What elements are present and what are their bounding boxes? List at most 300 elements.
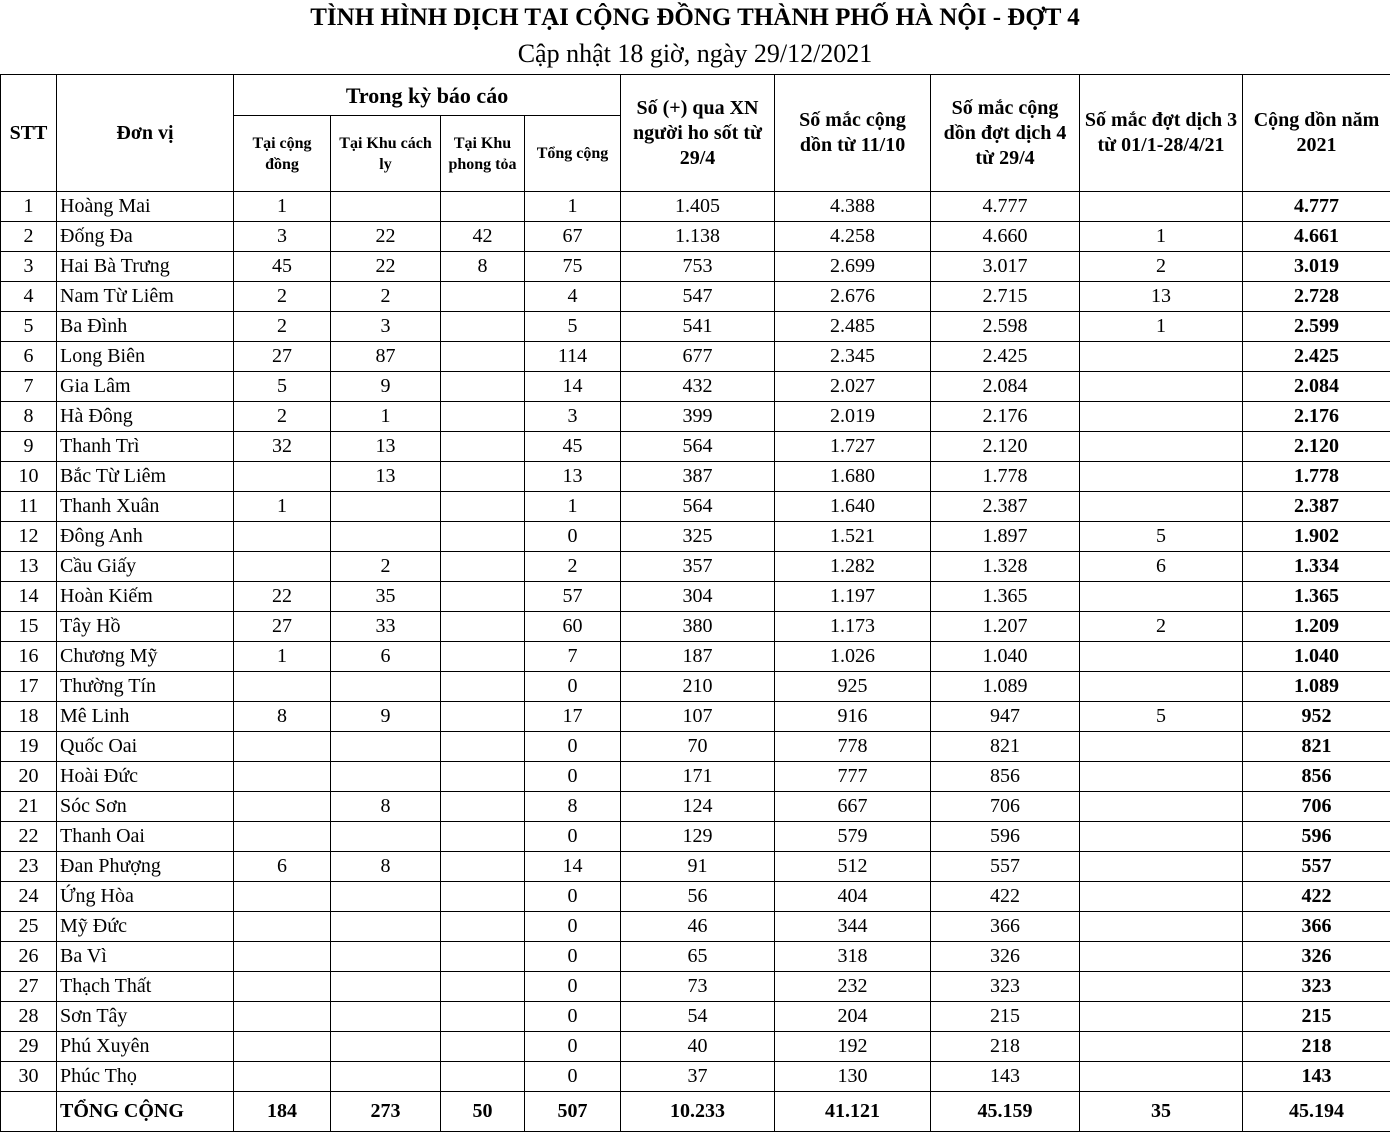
cell-don-vi: Thanh Trì xyxy=(57,432,234,462)
total-cell xyxy=(1,1092,57,1132)
table-row xyxy=(1,312,1390,342)
cell-tong-cong: 5 xyxy=(525,312,621,342)
cell-tai-khu-phong-toa xyxy=(441,462,525,492)
cell-tai-khu-phong-toa xyxy=(441,312,525,342)
cell-tai-khu-cach-ly: 6 xyxy=(331,642,441,672)
cell-tong-cong: 14 xyxy=(525,852,621,882)
cell-tai-khu-cach-ly: 87 xyxy=(331,342,441,372)
cell-tong-cong: 57 xyxy=(525,582,621,612)
cell-tong-cong: 13 xyxy=(525,462,621,492)
cell-tai-khu-cach-ly xyxy=(331,942,441,972)
cell-so-mac-dot3 xyxy=(1080,642,1243,672)
cell-tai-khu-cach-ly xyxy=(331,1032,441,1062)
cell-don-vi: Sóc Sơn xyxy=(57,792,234,822)
cell-tai-cong-dong: 6 xyxy=(234,852,331,882)
cell-tai-khu-cach-ly: 33 xyxy=(331,612,441,642)
cell-tong-cong: 0 xyxy=(525,942,621,972)
cell-tai-cong-dong: 3 xyxy=(234,222,331,252)
cell-tai-khu-phong-toa xyxy=(441,1062,525,1092)
cell-so-mac-cong-don: 2.345 xyxy=(775,342,931,372)
cell-cong-don-nam: 2.728 xyxy=(1243,282,1390,312)
cell-so-xn: 564 xyxy=(621,432,775,462)
total-cell: 273 xyxy=(331,1092,441,1132)
cell-so-mac-dot3: 13 xyxy=(1080,282,1243,312)
cell-so-mac-dot4: 2.120 xyxy=(931,432,1080,462)
cell-so-mac-dot3 xyxy=(1080,732,1243,762)
cell-stt: 2 xyxy=(1,222,57,252)
cell-tong-cong: 114 xyxy=(525,342,621,372)
cell-so-xn: 91 xyxy=(621,852,775,882)
header-tai-khu-cach-ly: Tại Khu cách ly xyxy=(331,116,441,192)
cell-so-mac-dot3 xyxy=(1080,762,1243,792)
cell-tai-khu-phong-toa xyxy=(441,492,525,522)
header-group-report-period: Trong kỳ báo cáo xyxy=(234,75,621,116)
table-row xyxy=(1,252,1390,282)
cell-so-mac-cong-don: 2.027 xyxy=(775,372,931,402)
cell-cong-don-nam: 596 xyxy=(1243,822,1390,852)
cell-stt: 29 xyxy=(1,1032,57,1062)
cell-tai-khu-phong-toa xyxy=(441,732,525,762)
cell-tai-khu-phong-toa xyxy=(441,432,525,462)
cell-tong-cong: 0 xyxy=(525,822,621,852)
cell-so-mac-dot4: 366 xyxy=(931,912,1080,942)
cell-so-xn: 171 xyxy=(621,762,775,792)
cell-stt: 1 xyxy=(1,192,57,222)
cell-tai-khu-phong-toa xyxy=(441,1002,525,1032)
cell-tai-khu-phong-toa xyxy=(441,582,525,612)
cell-so-xn: 65 xyxy=(621,942,775,972)
cell-tong-cong: 0 xyxy=(525,522,621,552)
header-so-mac-cong-don: Số mắc cộng dồn từ 11/10 xyxy=(775,75,931,192)
cell-tai-cong-dong: 27 xyxy=(234,342,331,372)
cell-don-vi: Sơn Tây xyxy=(57,1002,234,1032)
cell-cong-don-nam: 821 xyxy=(1243,732,1390,762)
cell-so-xn: 399 xyxy=(621,402,775,432)
cell-tong-cong: 67 xyxy=(525,222,621,252)
cell-so-mac-cong-don: 512 xyxy=(775,852,931,882)
total-label: TỔNG CỘNG xyxy=(57,1092,234,1132)
cell-tai-khu-phong-toa: 8 xyxy=(441,252,525,282)
cell-so-mac-dot4: 706 xyxy=(931,792,1080,822)
cell-tai-cong-dong: 2 xyxy=(234,282,331,312)
cell-so-mac-cong-don: 1.197 xyxy=(775,582,931,612)
cell-so-mac-cong-don: 1.640 xyxy=(775,492,931,522)
cell-tai-khu-phong-toa xyxy=(441,642,525,672)
cell-so-mac-dot4: 323 xyxy=(931,972,1080,1002)
cell-don-vi: Thanh Xuân xyxy=(57,492,234,522)
table-row xyxy=(1,432,1390,462)
cell-tai-khu-cach-ly: 8 xyxy=(331,852,441,882)
cell-cong-don-nam: 1.778 xyxy=(1243,462,1390,492)
header-so-mac-dot3: Số mắc đợt dịch 3 từ 01/1-28/4/21 xyxy=(1080,75,1243,192)
table-row xyxy=(1,582,1390,612)
cell-so-xn: 677 xyxy=(621,342,775,372)
cell-so-mac-dot3 xyxy=(1080,852,1243,882)
cell-stt: 13 xyxy=(1,552,57,582)
table-row xyxy=(1,912,1390,942)
cell-so-mac-dot3 xyxy=(1080,822,1243,852)
cell-tai-cong-dong: 22 xyxy=(234,582,331,612)
cell-tai-cong-dong: 45 xyxy=(234,252,331,282)
cell-so-mac-dot3: 5 xyxy=(1080,522,1243,552)
cell-tong-cong: 0 xyxy=(525,882,621,912)
cell-so-mac-dot4: 215 xyxy=(931,1002,1080,1032)
cell-don-vi: Phú Xuyên xyxy=(57,1032,234,1062)
table-row xyxy=(1,762,1390,792)
total-cell: 507 xyxy=(525,1092,621,1132)
cell-don-vi: Bắc Từ Liêm xyxy=(57,462,234,492)
cell-tai-khu-cach-ly xyxy=(331,882,441,912)
cell-cong-don-nam: 2.599 xyxy=(1243,312,1390,342)
cell-tai-cong-dong xyxy=(234,672,331,702)
table-row xyxy=(1,702,1390,732)
table-row xyxy=(1,972,1390,1002)
table-row xyxy=(1,1002,1390,1032)
cell-so-mac-cong-don: 925 xyxy=(775,672,931,702)
cell-so-mac-dot4: 596 xyxy=(931,822,1080,852)
cell-so-mac-dot3 xyxy=(1080,192,1243,222)
table-row xyxy=(1,612,1390,642)
cell-stt: 18 xyxy=(1,702,57,732)
cell-so-mac-cong-don: 777 xyxy=(775,762,931,792)
cell-so-mac-cong-don: 1.680 xyxy=(775,462,931,492)
cell-so-xn: 541 xyxy=(621,312,775,342)
cell-tai-khu-phong-toa xyxy=(441,282,525,312)
cell-stt: 15 xyxy=(1,612,57,642)
cell-so-mac-cong-don: 204 xyxy=(775,1002,931,1032)
cell-so-xn: 325 xyxy=(621,522,775,552)
cell-so-mac-cong-don: 667 xyxy=(775,792,931,822)
cell-tong-cong: 0 xyxy=(525,672,621,702)
cell-stt: 6 xyxy=(1,342,57,372)
cell-so-mac-cong-don: 2.019 xyxy=(775,402,931,432)
cell-so-mac-dot4: 557 xyxy=(931,852,1080,882)
cell-don-vi: Mỹ Đức xyxy=(57,912,234,942)
cell-tai-cong-dong xyxy=(234,1062,331,1092)
cell-tai-khu-phong-toa xyxy=(441,1032,525,1062)
cell-tai-khu-cach-ly: 2 xyxy=(331,552,441,582)
cell-tai-khu-cach-ly: 9 xyxy=(331,702,441,732)
cell-so-mac-dot3 xyxy=(1080,942,1243,972)
cell-so-mac-dot4: 422 xyxy=(931,882,1080,912)
cell-stt: 20 xyxy=(1,762,57,792)
table-row xyxy=(1,852,1390,882)
table-row xyxy=(1,552,1390,582)
cell-tong-cong: 7 xyxy=(525,642,621,672)
cell-so-xn: 380 xyxy=(621,612,775,642)
cell-tai-cong-dong: 2 xyxy=(234,312,331,342)
cell-so-xn: 357 xyxy=(621,552,775,582)
cell-tai-khu-cach-ly xyxy=(331,972,441,1002)
total-cell: 45.194 xyxy=(1243,1092,1390,1132)
cell-tai-khu-phong-toa xyxy=(441,552,525,582)
cell-don-vi: Hoàn Kiếm xyxy=(57,582,234,612)
cell-don-vi: Ba Đình xyxy=(57,312,234,342)
cell-tai-cong-dong: 1 xyxy=(234,492,331,522)
cell-so-mac-dot3 xyxy=(1080,672,1243,702)
cell-tai-cong-dong: 2 xyxy=(234,402,331,432)
cell-so-xn: 129 xyxy=(621,822,775,852)
cell-so-mac-cong-don: 916 xyxy=(775,702,931,732)
cell-cong-don-nam: 952 xyxy=(1243,702,1390,732)
cell-so-mac-dot4: 4.777 xyxy=(931,192,1080,222)
cell-tai-khu-cach-ly xyxy=(331,192,441,222)
cell-so-mac-dot3: 5 xyxy=(1080,702,1243,732)
table-row xyxy=(1,192,1390,222)
cell-so-mac-dot4: 1.328 xyxy=(931,552,1080,582)
cell-cong-don-nam: 215 xyxy=(1243,1002,1390,1032)
cell-so-mac-dot3 xyxy=(1080,912,1243,942)
cell-cong-don-nam: 3.019 xyxy=(1243,252,1390,282)
cell-tai-khu-cach-ly xyxy=(331,822,441,852)
cell-tai-cong-dong xyxy=(234,522,331,552)
cell-tong-cong: 0 xyxy=(525,1032,621,1062)
cell-so-mac-dot3 xyxy=(1080,972,1243,1002)
cell-cong-don-nam: 856 xyxy=(1243,762,1390,792)
cell-so-mac-dot3 xyxy=(1080,1032,1243,1062)
report-title: TÌNH HÌNH DỊCH TẠI CỘNG ĐỒNG THÀNH PHỐ HÀ NỘI - ĐỢT 4 xyxy=(310,4,1080,31)
cell-so-mac-dot4: 1.778 xyxy=(931,462,1080,492)
cell-tai-khu-cach-ly xyxy=(331,732,441,762)
total-cell: 45.159 xyxy=(931,1092,1080,1132)
cell-tong-cong: 17 xyxy=(525,702,621,732)
cell-stt: 30 xyxy=(1,1062,57,1092)
cell-stt: 9 xyxy=(1,432,57,462)
cell-tong-cong: 3 xyxy=(525,402,621,432)
cell-tai-cong-dong xyxy=(234,822,331,852)
cell-tai-cong-dong xyxy=(234,792,331,822)
table-row xyxy=(1,672,1390,702)
cell-so-xn: 54 xyxy=(621,1002,775,1032)
cell-so-mac-cong-don: 579 xyxy=(775,822,931,852)
header-tai-khu-phong-toa: Tại Khu phong tỏa xyxy=(441,116,525,192)
cell-cong-don-nam: 557 xyxy=(1243,852,1390,882)
cell-tai-khu-cach-ly: 22 xyxy=(331,222,441,252)
table-row xyxy=(1,642,1390,672)
cell-so-mac-dot4: 2.598 xyxy=(931,312,1080,342)
cell-so-mac-cong-don: 2.676 xyxy=(775,282,931,312)
cell-tai-cong-dong: 5 xyxy=(234,372,331,402)
cell-don-vi: Gia Lâm xyxy=(57,372,234,402)
cell-tai-cong-dong xyxy=(234,882,331,912)
cell-tai-khu-cach-ly xyxy=(331,522,441,552)
cell-so-mac-dot3 xyxy=(1080,372,1243,402)
cell-tong-cong: 0 xyxy=(525,912,621,942)
cell-so-mac-cong-don: 232 xyxy=(775,972,931,1002)
cell-don-vi: Hoàng Mai xyxy=(57,192,234,222)
table-row xyxy=(1,522,1390,552)
cell-so-mac-dot3: 2 xyxy=(1080,252,1243,282)
table-row xyxy=(1,942,1390,972)
cell-tai-khu-phong-toa xyxy=(441,192,525,222)
cell-so-mac-dot3 xyxy=(1080,492,1243,522)
header-tong-cong: Tổng cộng xyxy=(525,116,621,192)
cell-tai-khu-phong-toa xyxy=(441,912,525,942)
cell-so-mac-cong-don: 1.282 xyxy=(775,552,931,582)
table-row xyxy=(1,402,1390,432)
cell-cong-don-nam: 706 xyxy=(1243,792,1390,822)
cell-tai-cong-dong: 1 xyxy=(234,192,331,222)
cell-tai-khu-cach-ly: 13 xyxy=(331,432,441,462)
cell-so-mac-cong-don: 130 xyxy=(775,1062,931,1092)
cell-tai-khu-cach-ly: 3 xyxy=(331,312,441,342)
cell-so-mac-dot4: 2.084 xyxy=(931,372,1080,402)
cell-so-mac-dot3 xyxy=(1080,882,1243,912)
cell-tong-cong: 0 xyxy=(525,1002,621,1032)
cell-tai-khu-cach-ly xyxy=(331,1002,441,1032)
cell-so-xn: 1.405 xyxy=(621,192,775,222)
cell-tai-khu-phong-toa xyxy=(441,342,525,372)
table-row xyxy=(1,282,1390,312)
cell-don-vi: Đống Đa xyxy=(57,222,234,252)
header-cong-don-nam: Cộng dồn năm 2021 xyxy=(1243,75,1390,192)
cell-tong-cong: 4 xyxy=(525,282,621,312)
table-row xyxy=(1,372,1390,402)
cell-tai-khu-phong-toa xyxy=(441,792,525,822)
cell-don-vi: Đan Phượng xyxy=(57,852,234,882)
cell-tai-khu-phong-toa xyxy=(441,702,525,732)
table-row xyxy=(1,492,1390,522)
cell-cong-don-nam: 366 xyxy=(1243,912,1390,942)
cell-stt: 11 xyxy=(1,492,57,522)
cell-so-mac-dot3 xyxy=(1080,402,1243,432)
table-row xyxy=(1,1062,1390,1092)
cell-don-vi: Quốc Oai xyxy=(57,732,234,762)
cell-stt: 10 xyxy=(1,462,57,492)
cell-cong-don-nam: 1.040 xyxy=(1243,642,1390,672)
cell-so-mac-dot3 xyxy=(1080,582,1243,612)
cell-cong-don-nam: 2.387 xyxy=(1243,492,1390,522)
table-row xyxy=(1,222,1390,252)
cell-so-xn: 46 xyxy=(621,912,775,942)
cell-so-xn: 304 xyxy=(621,582,775,612)
cell-so-xn: 753 xyxy=(621,252,775,282)
cell-tai-cong-dong xyxy=(234,732,331,762)
cell-cong-don-nam: 4.777 xyxy=(1243,192,1390,222)
cell-don-vi: Thanh Oai xyxy=(57,822,234,852)
cell-tong-cong: 1 xyxy=(525,192,621,222)
cell-tai-cong-dong xyxy=(234,462,331,492)
cell-so-mac-cong-don: 4.388 xyxy=(775,192,931,222)
cell-so-mac-cong-don: 1.173 xyxy=(775,612,931,642)
cell-tai-khu-cach-ly: 9 xyxy=(331,372,441,402)
cell-stt: 27 xyxy=(1,972,57,1002)
cell-tai-khu-cach-ly xyxy=(331,912,441,942)
cell-so-mac-dot4: 2.387 xyxy=(931,492,1080,522)
total-row xyxy=(1,1092,1390,1132)
cell-so-mac-dot4: 2.176 xyxy=(931,402,1080,432)
cell-cong-don-nam: 2.084 xyxy=(1243,372,1390,402)
cell-so-mac-dot4: 1.040 xyxy=(931,642,1080,672)
cell-tai-cong-dong: 27 xyxy=(234,612,331,642)
cell-so-mac-dot4: 2.425 xyxy=(931,342,1080,372)
cell-don-vi: Ba Vì xyxy=(57,942,234,972)
cell-cong-don-nam: 1.334 xyxy=(1243,552,1390,582)
header-stt: STT xyxy=(1,75,57,192)
cell-cong-don-nam: 1.089 xyxy=(1243,672,1390,702)
cell-cong-don-nam: 422 xyxy=(1243,882,1390,912)
cell-so-mac-dot3 xyxy=(1080,342,1243,372)
cell-cong-don-nam: 323 xyxy=(1243,972,1390,1002)
cell-so-mac-cong-don: 318 xyxy=(775,942,931,972)
cell-don-vi: Phúc Thọ xyxy=(57,1062,234,1092)
cell-so-xn: 547 xyxy=(621,282,775,312)
cell-tong-cong: 8 xyxy=(525,792,621,822)
cell-don-vi: Đông Anh xyxy=(57,522,234,552)
cell-stt: 21 xyxy=(1,792,57,822)
table-row xyxy=(1,1032,1390,1062)
cell-tong-cong: 0 xyxy=(525,762,621,792)
cell-so-mac-dot3 xyxy=(1080,1062,1243,1092)
cell-so-mac-cong-don: 1.026 xyxy=(775,642,931,672)
cell-tong-cong: 0 xyxy=(525,972,621,1002)
covid-cases-table xyxy=(0,74,1390,1132)
total-cell: 35 xyxy=(1080,1092,1243,1132)
total-cell: 184 xyxy=(234,1092,331,1132)
cell-tai-khu-phong-toa xyxy=(441,672,525,702)
cell-tai-khu-cach-ly xyxy=(331,762,441,792)
cell-tong-cong: 2 xyxy=(525,552,621,582)
cell-stt: 8 xyxy=(1,402,57,432)
cell-tai-khu-cach-ly xyxy=(331,1062,441,1092)
cell-tai-khu-phong-toa xyxy=(441,762,525,792)
cell-stt: 23 xyxy=(1,852,57,882)
total-cell: 10.233 xyxy=(621,1092,775,1132)
table-row xyxy=(1,822,1390,852)
cell-so-xn: 432 xyxy=(621,372,775,402)
cell-tai-khu-cach-ly xyxy=(331,672,441,702)
cell-so-mac-dot4: 821 xyxy=(931,732,1080,762)
cell-so-xn: 107 xyxy=(621,702,775,732)
cell-don-vi: Hai Bà Trưng xyxy=(57,252,234,282)
cell-tai-khu-phong-toa xyxy=(441,402,525,432)
cell-so-mac-dot3: 2 xyxy=(1080,612,1243,642)
cell-stt: 19 xyxy=(1,732,57,762)
cell-tai-khu-phong-toa xyxy=(441,852,525,882)
cell-tong-cong: 75 xyxy=(525,252,621,282)
header-tai-cong-dong: Tại cộng đồng xyxy=(234,116,331,192)
cell-don-vi: Hoài Đức xyxy=(57,762,234,792)
cell-so-xn: 564 xyxy=(621,492,775,522)
cell-so-mac-dot4: 4.660 xyxy=(931,222,1080,252)
cell-don-vi: Thạch Thất xyxy=(57,972,234,1002)
cell-so-xn: 37 xyxy=(621,1062,775,1092)
cell-cong-don-nam: 1.365 xyxy=(1243,582,1390,612)
cell-so-xn: 210 xyxy=(621,672,775,702)
cell-tai-khu-phong-toa xyxy=(441,942,525,972)
cell-don-vi: Tây Hồ xyxy=(57,612,234,642)
cell-so-mac-dot4: 218 xyxy=(931,1032,1080,1062)
table-row xyxy=(1,462,1390,492)
cell-don-vi: Thường Tín xyxy=(57,672,234,702)
cell-so-mac-dot3 xyxy=(1080,462,1243,492)
cell-so-mac-dot4: 143 xyxy=(931,1062,1080,1092)
cell-cong-don-nam: 2.120 xyxy=(1243,432,1390,462)
cell-tai-khu-phong-toa xyxy=(441,522,525,552)
cell-tong-cong: 60 xyxy=(525,612,621,642)
cell-so-xn: 73 xyxy=(621,972,775,1002)
cell-so-xn: 70 xyxy=(621,732,775,762)
cell-tai-khu-phong-toa xyxy=(441,972,525,1002)
cell-tai-khu-cach-ly: 13 xyxy=(331,462,441,492)
cell-tai-cong-dong: 8 xyxy=(234,702,331,732)
cell-so-mac-cong-don: 344 xyxy=(775,912,931,942)
cell-stt: 3 xyxy=(1,252,57,282)
cell-so-mac-cong-don: 404 xyxy=(775,882,931,912)
cell-so-mac-dot4: 1.365 xyxy=(931,582,1080,612)
cell-so-mac-dot3: 6 xyxy=(1080,552,1243,582)
cell-don-vi: Chương Mỹ xyxy=(57,642,234,672)
